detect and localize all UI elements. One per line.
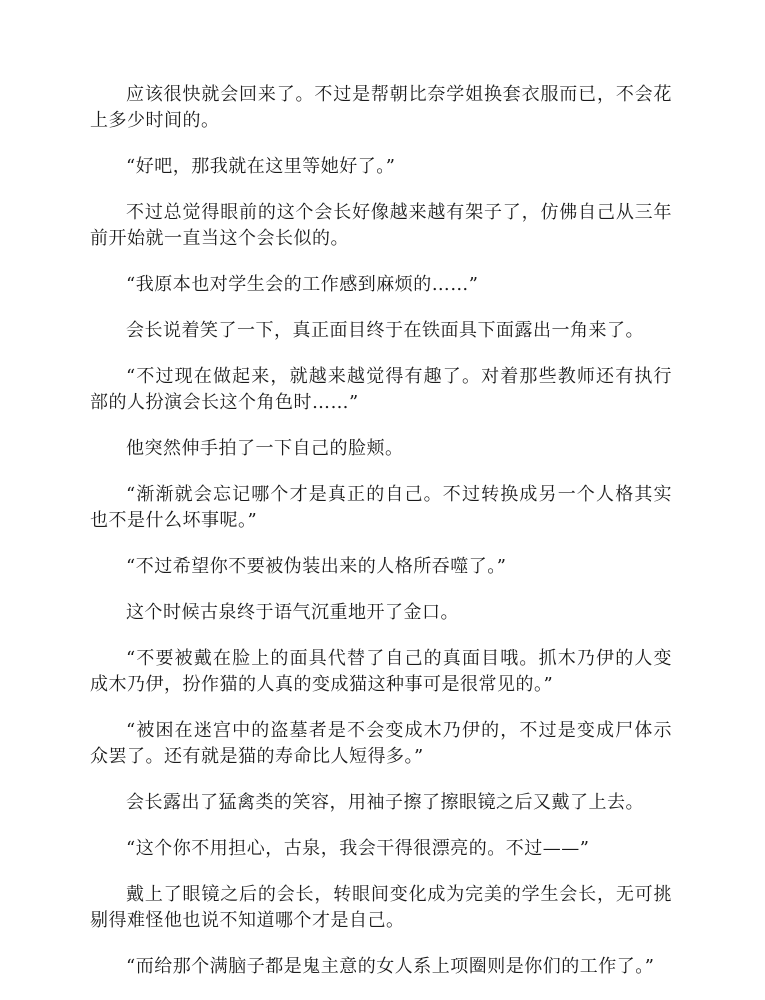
paragraph: 会长露出了猛禽类的笑容，用袖子擦了擦眼镜之后又戴了上去。 [126,792,644,813]
paragraph: 这个时候古泉终于语气沉重地开了金口。 [126,602,459,623]
paragraph: “不要被戴在脸上的面具代替了自己的真面目哦。抓木乃伊的人变成木乃伊，扮作猫的人真的变成猫这种事可是很常见的。” [90,648,672,695]
paragraph: 戴上了眼镜之后的会长，转眼间变化成为完美的学生会长，无可挑剔得难怪他也说不知道哪个才是自己。 [90,884,672,931]
paragraph: “好吧，那我就在这里等她好了。” [126,156,396,177]
paragraph: “不过希望你不要被伪装出来的人格所吞噬了。” [126,556,507,577]
paragraph: “而给那个满脑子都是鬼主意的女人系上项圈则是你们的工作了。” [126,956,655,977]
paragraph: 会长说着笑了一下，真正面目终于在铁面具下面露出一角来了。 [126,320,644,341]
paragraph: 他突然伸手拍了一下自己的脸颊。 [126,438,404,459]
paragraph: “这个你不用担心，古泉，我会干得很漂亮的。不过——” [126,838,590,859]
paragraph: 应该很快就会回来了。不过是帮朝比奈学姐换套衣服而已，不会花上多少时间的。 [90,84,672,131]
paragraph: 不过总觉得眼前的这个会长好像越来越有架子了，仿佛自己从三年前开始就一直当这个会长似的。 [90,202,672,249]
paragraph: “被困在迷宫中的盗墓者是不会变成木乃伊的，不过是变成尸体示众罢了。还有就是猫的寿命比人短得多。” [90,720,672,767]
paragraph: “渐渐就会忘记哪个才是真正的自己。不过转换成另一个人格其实也不是什么坏事呢。” [90,484,672,531]
paragraph: “不过现在做起来，就越来越觉得有趣了。对着那些教师还有执行部的人扮演会长这个角色时……” [90,366,672,413]
paragraph: “我原本也对学生会的工作感到麻烦的……” [126,274,479,295]
document-body [90,82,672,1000]
